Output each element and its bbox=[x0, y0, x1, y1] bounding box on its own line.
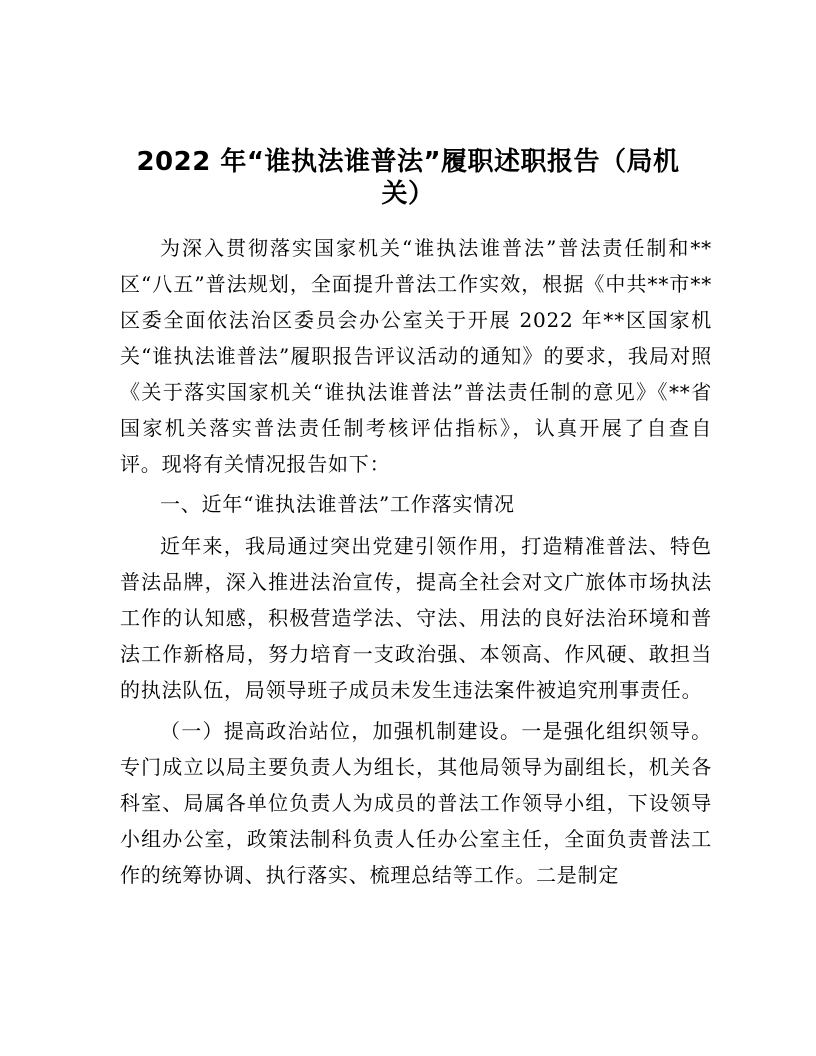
document-title: 2022 年“谁执法谁普法”履职述职报告（局机关） bbox=[136, 147, 680, 209]
intro-paragraph: 为深入贯彻落实国家机关“谁执法谁普法”普法责任制和**区“八五”普法规划，全面提升普法工作实效，根据《中共**市**区委全面依法治区委员会办公室关于开展 2022 年**区国家机关“谁执法谁普法”履职报告评议活动的通知》的要求，我局对照《关于落实国家机关“谁执法谁普法”普法责任制的意见》《**省国家机关落实普法责任制考核评估指标》，认真开展了自查自评。现将有关情况报告如下： bbox=[120, 236, 712, 476]
section-heading: 一、近年“谁执法谁普法”工作落实情况 bbox=[160, 492, 515, 516]
subsection-paragraph: （一）提高政治站位，加强机制建设。一是强化组织领导。专门成立以局主要负责人为组长，其他局领导为副组长，机关各科室、局属各单位负责人为成员的普法工作领导小组，下设领导小组办公室，政策法制科负责人任办公室主任，全面负责普法工作的统筹协调、执行落实、梳理总结等工作。二是制定 bbox=[120, 719, 712, 887]
document-body bbox=[120, 230, 712, 893]
overview-paragraph: 近年来，我局通过突出党建引领作用，打造精准普法、特色普法品牌，深入推进法治宣传，提高全社会对文广旅体市场执法工作的认知感，积极营造学法、守法、用法的良好法治环境和普法工作新格局，努力培育一支政治强、本领高、作风硬、敢担当的执法队伍，局领导班子成员未发生违法案件被追究刑事责任。 bbox=[120, 534, 712, 702]
